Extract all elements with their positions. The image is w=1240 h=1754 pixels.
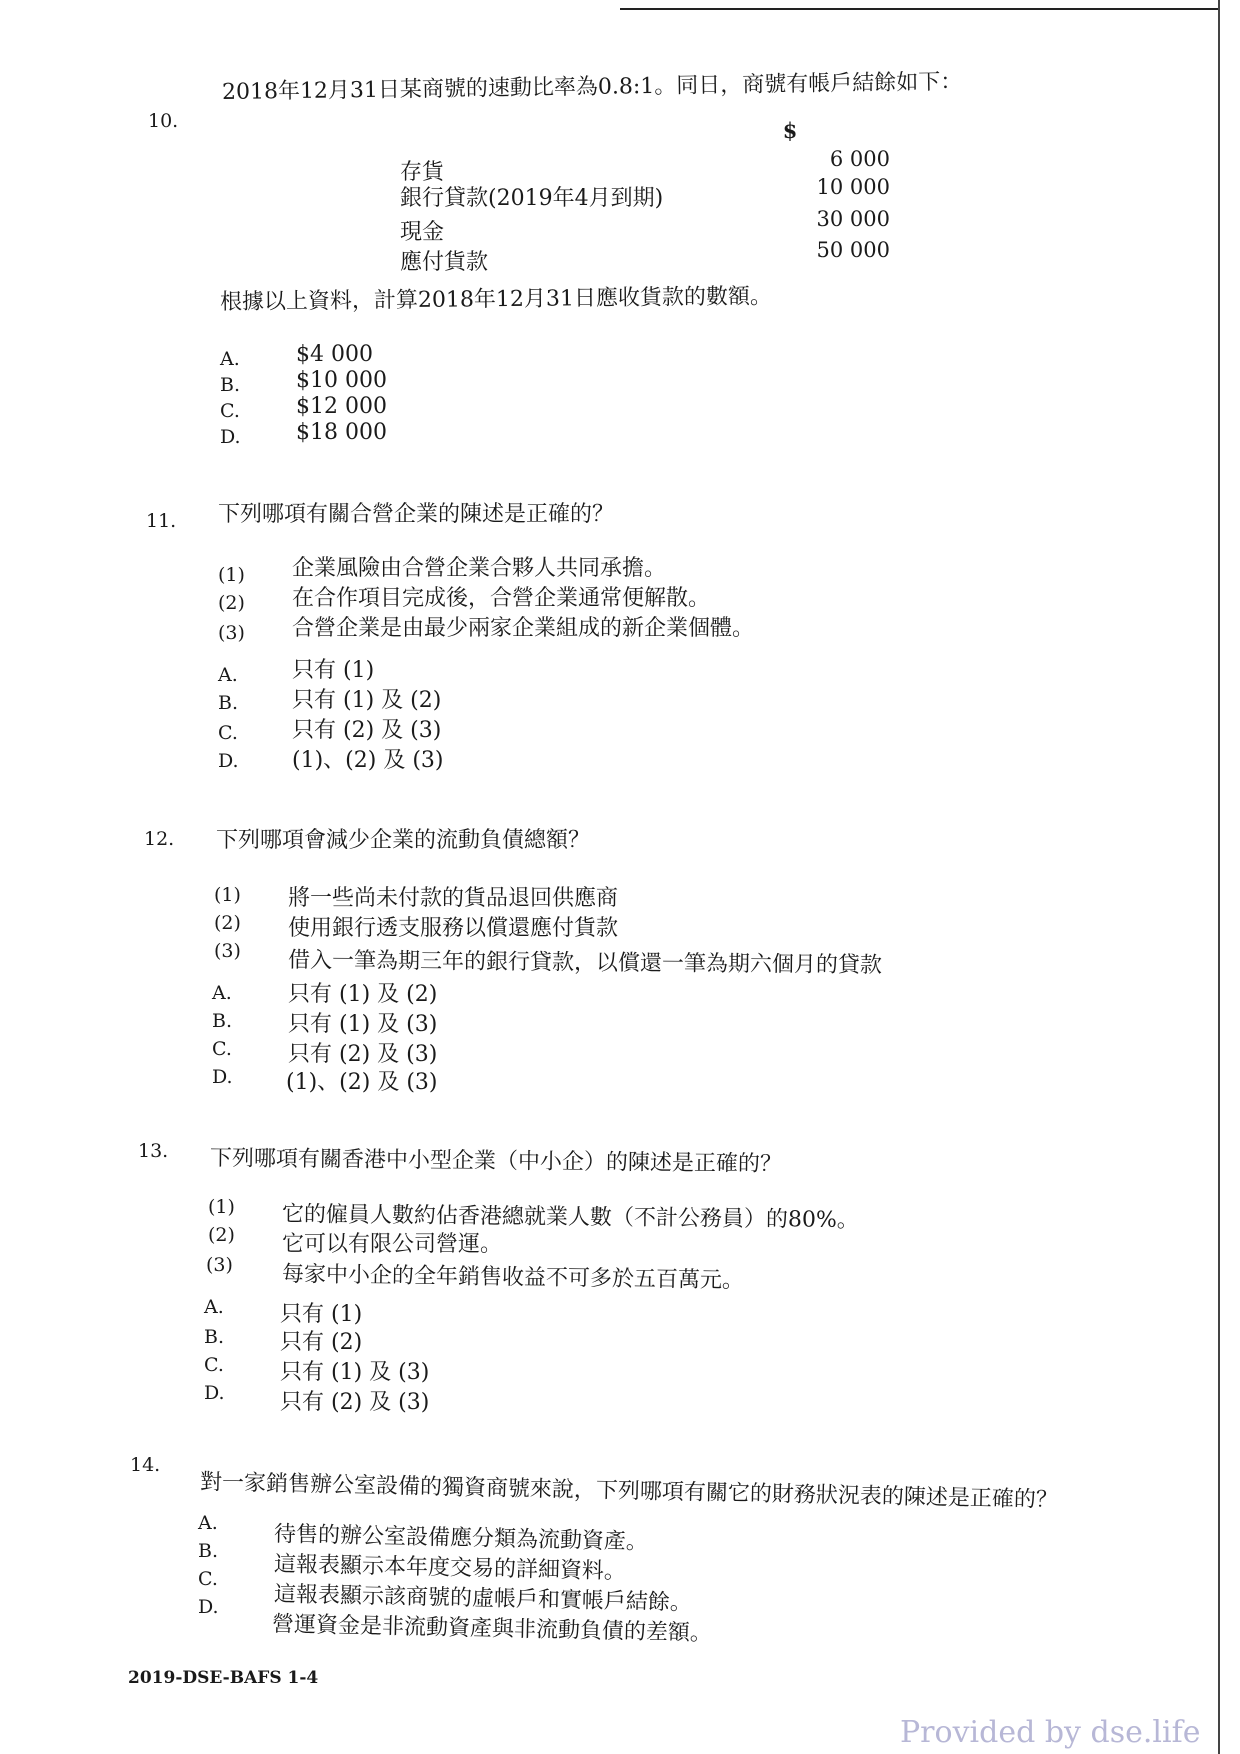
option-text: 只有 (1) 及 (2) — [288, 982, 438, 1007]
option-label: A. — [218, 664, 238, 686]
table-item: 應付貨款 — [400, 250, 489, 275]
option-text: (1)、(2) 及 (3) — [286, 1070, 438, 1095]
option-text: 營運資金是非流動資產與非流動負債的差額。 — [271, 1612, 713, 1647]
question-stem: 下列哪項有關香港中小型企業（中小企）的陳述是正確的？ — [209, 1146, 783, 1177]
option-label: C. — [212, 1038, 232, 1060]
option-label: D. — [198, 1596, 219, 1618]
statement-text: 企業風險由合營企業合夥人共同承擔。 — [292, 556, 667, 581]
statement-label: (3) — [218, 622, 245, 644]
statement-text: 合營企業是由最少兩家企業組成的新企業個體。 — [292, 616, 755, 641]
statement-label: (3) — [214, 940, 241, 962]
statement-text: 使用銀行透支服務以償還應付貨款 — [288, 916, 619, 941]
table-amount: 50 000 — [816, 238, 890, 262]
option-label: A. — [198, 1512, 218, 1534]
option-label: D. — [212, 1066, 233, 1088]
scan-right-edge — [1218, 0, 1220, 1754]
option-label: B. — [218, 692, 239, 714]
option-label: B. — [212, 1010, 233, 1032]
option-text: 只有 (2) — [280, 1330, 363, 1355]
table-item: 銀行貸款(2019年4月到期) — [400, 186, 664, 211]
table-item: 存貨 — [400, 160, 445, 185]
option-label: D. — [204, 1382, 225, 1404]
statement-label: (1) — [218, 564, 245, 586]
option-label: C. — [218, 722, 238, 744]
option-text: (1)、(2) 及 (3) — [292, 748, 444, 773]
option-text: 只有 (2) 及 (3) — [288, 1042, 438, 1067]
option-text: $4 000 — [296, 342, 373, 367]
question-prompt: 根據以上資料，計算2018年12月31日應收貨款的數額。 — [219, 284, 773, 315]
table-amount: 10 000 — [816, 175, 890, 199]
option-label: A. — [204, 1296, 224, 1318]
statement-label: (2) — [214, 912, 241, 934]
option-text: 只有 (2) 及 (3) — [280, 1390, 430, 1415]
option-text: 只有 (1) 及 (3) — [280, 1360, 430, 1385]
currency-header: $ — [782, 118, 798, 143]
table-amount: 30 000 — [816, 207, 890, 231]
option-text: 只有 (1) — [292, 658, 375, 683]
option-text: 這報表顯示本年度交易的詳細資料。 — [273, 1552, 627, 1585]
option-text: $18 000 — [296, 420, 387, 445]
option-text: $10 000 — [296, 368, 387, 393]
question-stem: 下列哪項會減少企業的流動負債總額？ — [216, 828, 591, 853]
table-amount: 6 000 — [829, 147, 890, 171]
option-label: B. — [204, 1326, 225, 1348]
statement-label: (1) — [208, 1196, 235, 1218]
option-text: 這報表顯示該商號的虛帳戶和實帳戶結餘。 — [273, 1582, 693, 1616]
statement-label: (2) — [218, 592, 245, 614]
option-label: A. — [212, 982, 232, 1004]
option-label: C. — [198, 1568, 218, 1590]
question-number: 11. — [146, 510, 177, 532]
statement-text: 它的僱員人數約佔香港總就業人數（不計公務員）的80%。 — [281, 1202, 860, 1234]
option-text: 只有 (1) — [280, 1302, 363, 1327]
option-text: 只有 (1) 及 (2) — [292, 688, 442, 713]
question-stem: 下列哪項有關合營企業的陳述是正確的？ — [218, 502, 615, 527]
option-label: D. — [220, 426, 241, 448]
statement-label: (1) — [214, 884, 241, 906]
statement-label: (2) — [208, 1224, 235, 1246]
option-label: C. — [204, 1354, 224, 1376]
question-number: 13. — [138, 1140, 169, 1162]
scan-top-edge — [620, 8, 1220, 10]
option-text: $12 000 — [296, 394, 387, 419]
option-label: D. — [218, 750, 239, 772]
statement-text: 它可以有限公司營運。 — [282, 1232, 503, 1257]
question-number: 10. — [148, 110, 179, 132]
question-number: 14. — [130, 1454, 161, 1476]
option-text: 只有 (2) 及 (3) — [292, 718, 442, 743]
statement-label: (3) — [206, 1254, 233, 1276]
watermark: Provided by dse.life — [900, 1715, 1201, 1750]
page-footer: 2019-DSE-BAFS 1-4 — [128, 1668, 319, 1688]
question-stem: 2018年12月31日某商號的速動比率為0.8:1。同日，商號有帳戶結餘如下： — [221, 69, 963, 105]
option-label: C. — [220, 400, 240, 422]
statement-text: 每家中小企的全年銷售收益不可多於五百萬元。 — [281, 1262, 745, 1294]
statement-text: 將一些尚未付款的貨品退回供應商 — [288, 886, 619, 911]
statement-text: 借入一筆為期三年的銀行貸款，以償還一筆為期六個月的貸款 — [287, 948, 883, 979]
statement-text: 在合作項目完成後，合營企業通常便解散。 — [292, 586, 711, 611]
table-item: 現金 — [400, 220, 445, 245]
question-stem: 對一家銷售辦公室設備的獨資商號來說，下列哪項有關它的財務狀況表的陳述是正確的？ — [199, 1470, 1059, 1513]
option-text: 待售的辦公室設備應分類為流動資產。 — [273, 1522, 649, 1555]
option-text: 只有 (1) 及 (3) — [288, 1012, 438, 1037]
option-label: A. — [220, 348, 240, 370]
option-label: B. — [198, 1540, 219, 1562]
option-label: B. — [220, 374, 241, 396]
question-number: 12. — [144, 828, 175, 850]
